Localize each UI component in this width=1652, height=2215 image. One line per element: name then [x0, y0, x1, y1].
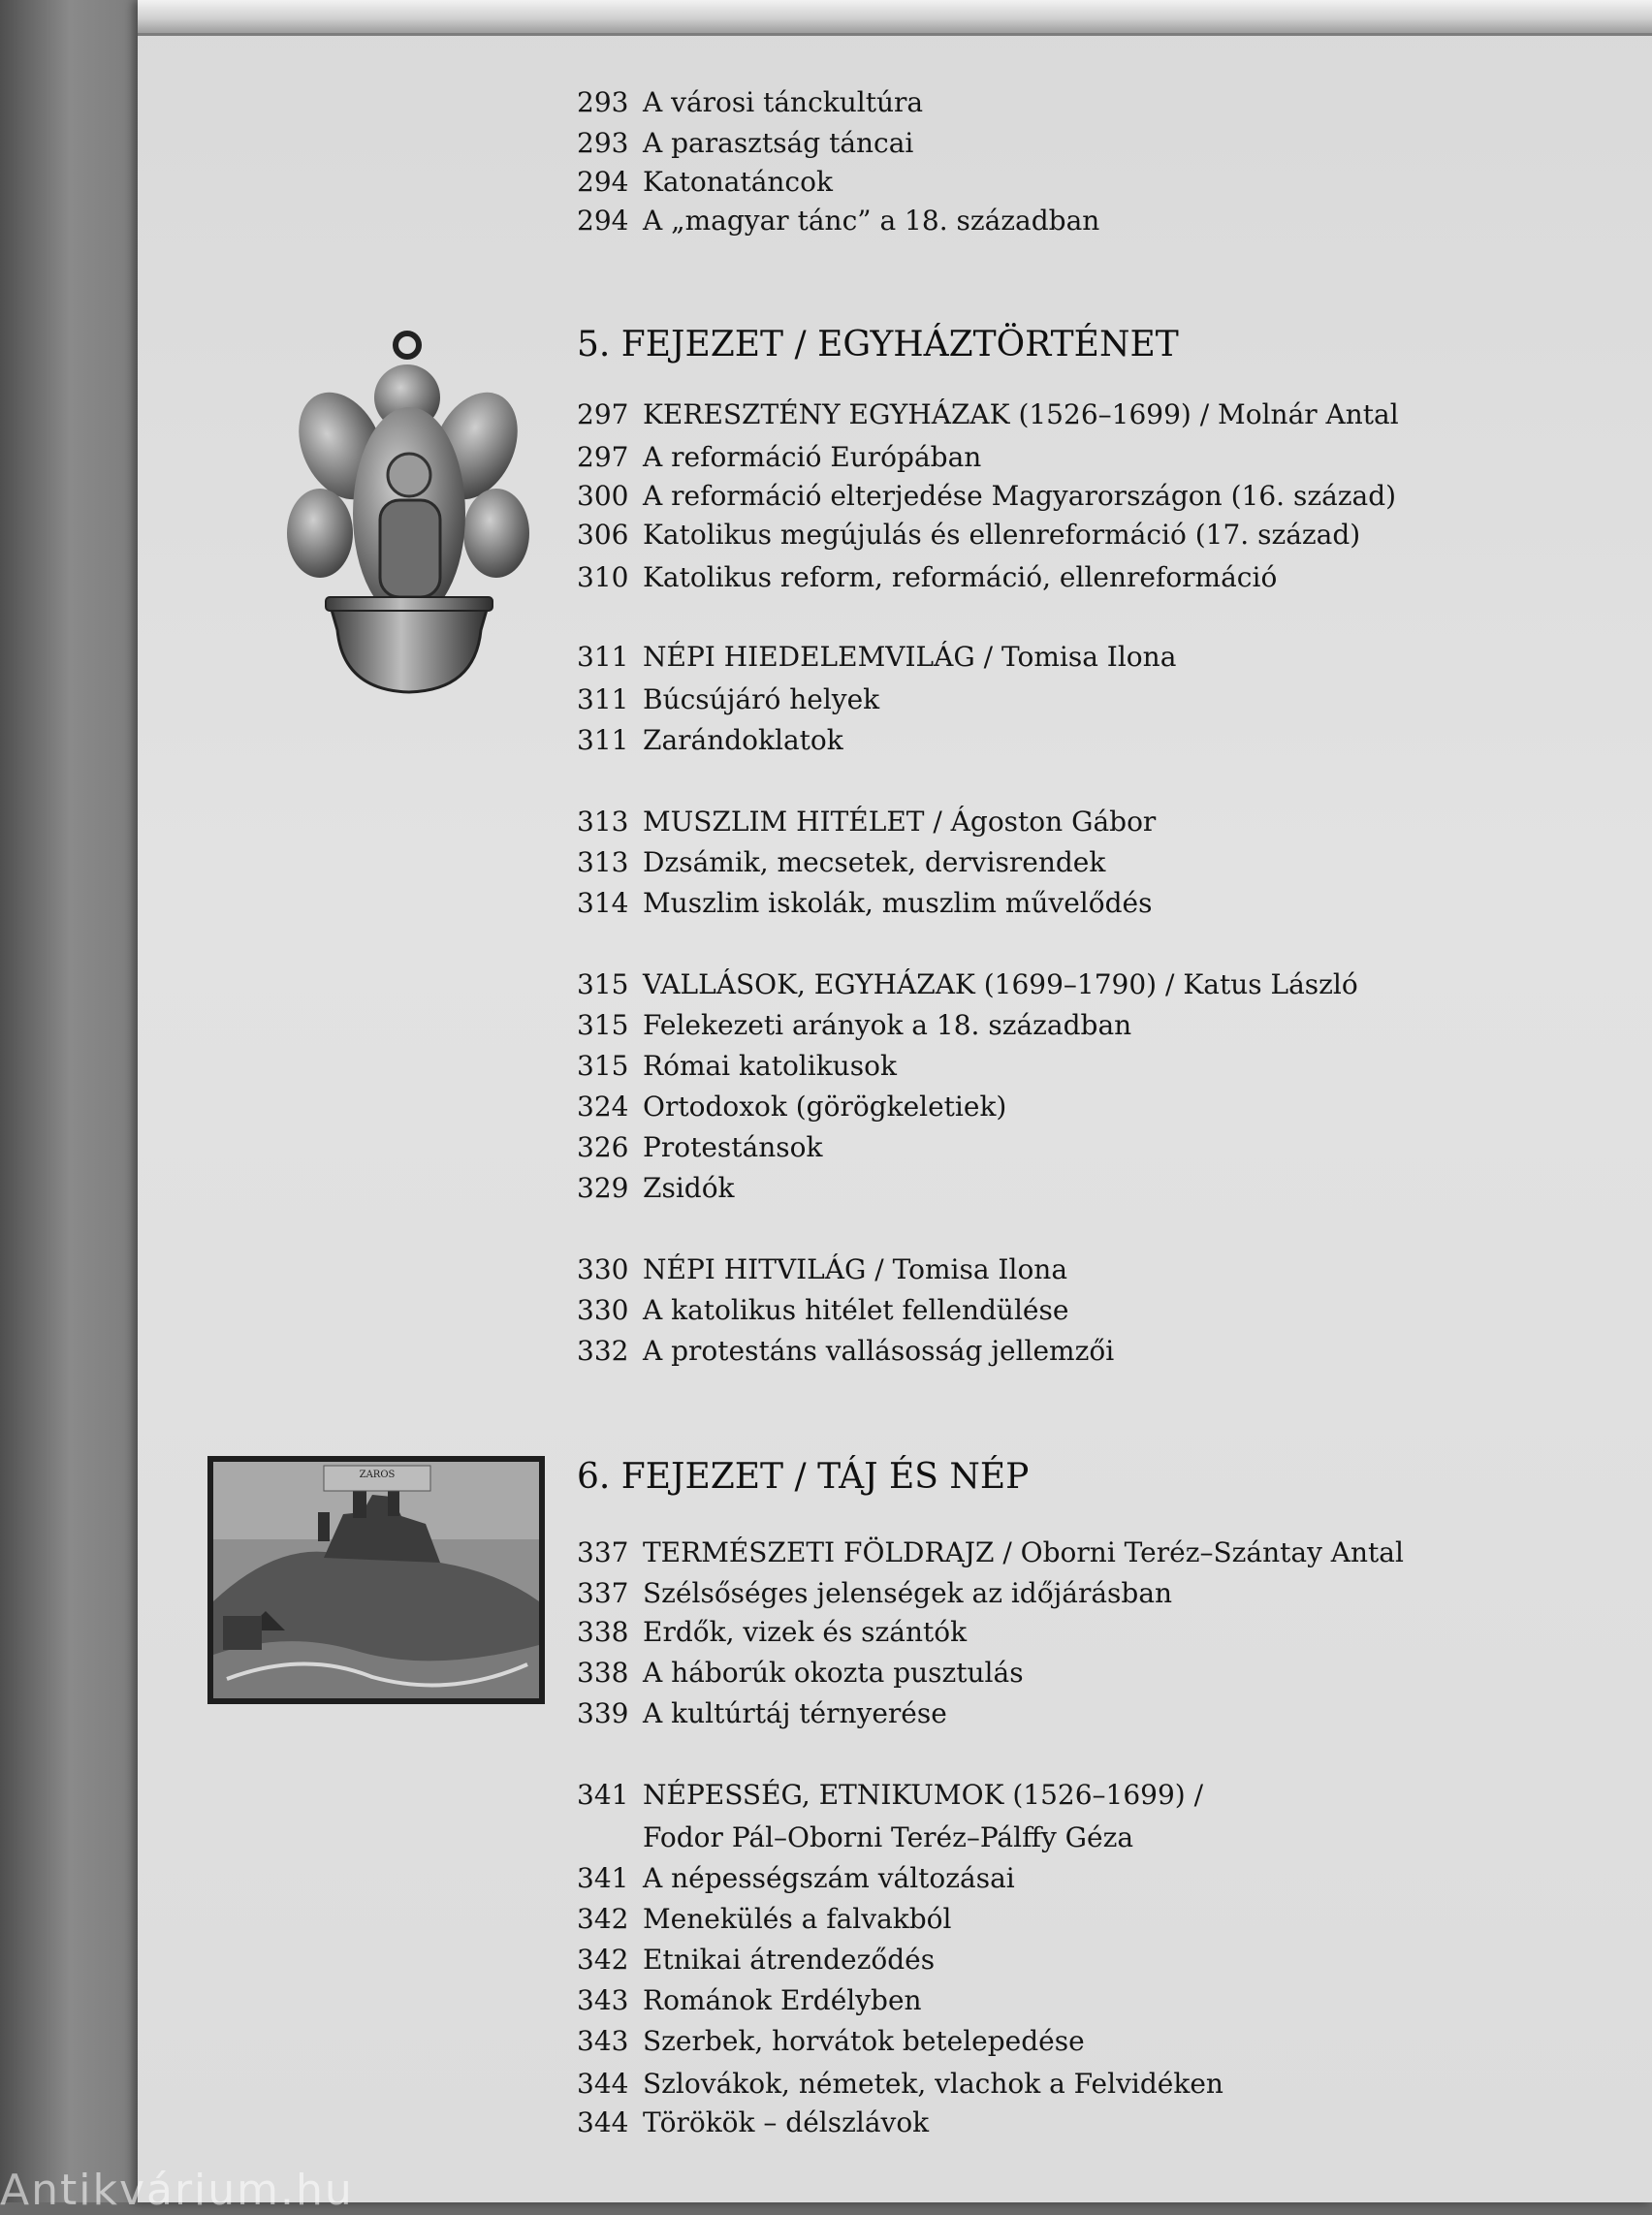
toc-entry: 297 A reformáció Európában	[577, 441, 982, 473]
toc-section-heading: 337 TERMÉSZETI FÖLDRAJZ / Oborni Teréz–Szántay Antal	[577, 1536, 1404, 1568]
toc-entry: 311 Búcsújáró helyek	[577, 683, 880, 715]
zaros-castle-engraving	[207, 1456, 545, 1704]
toc-entry: 343 Románok Erdélyben	[577, 1984, 922, 2016]
toc-section-heading: 330 NÉPI HITVILÁG / Tomisa Ilona	[577, 1253, 1068, 1285]
chapter-title: 6. FEJEZET / TÁJ ÉS NÉP	[577, 1457, 1030, 1497]
toc-entry: 344 Szlovákok, németek, vlachok a Felvidéken	[577, 2068, 1223, 2100]
toc-entry: 294 A „magyar tánc” a 18. században	[577, 205, 1100, 237]
toc-entry: 294 Katonatáncok	[577, 166, 833, 198]
toc-entry: 330 A katolikus hitélet fellendülése	[577, 1294, 1069, 1326]
toc-entry: 300 A reformáció elterjedése Magyarországon (16. század)	[577, 480, 1397, 512]
page-top-band	[138, 0, 1652, 36]
table-backdrop	[0, 0, 155, 2202]
toc-entry: 338 A háborúk okozta pusztulás	[577, 1657, 1024, 1689]
chapter-title: 5. FEJEZET / EGYHÁZTÖRTÉNET	[577, 325, 1179, 364]
toc-entry: 293 A parasztság táncai	[577, 127, 914, 159]
toc-entry: 343 Szerbek, horvátok betelepedése	[577, 2025, 1085, 2057]
toc-entry: 314 Muszlim iskolák, muszlim művelődés	[577, 887, 1153, 919]
toc-entry: 293 A városi tánckultúra	[577, 86, 924, 118]
toc-section-heading: 315 VALLÁSOK, EGYHÁZAK (1699–1790) / Katus László	[577, 968, 1358, 1000]
toc-entry: 313 Dzsámik, mecsetek, dervisrendek	[577, 846, 1106, 878]
toc-section-heading: 341 NÉPESSÉG, ETNIKUMOK (1526–1699) /	[577, 1779, 1204, 1811]
toc-entry: 332 A protestáns vallásosság jellemzői	[577, 1335, 1115, 1367]
toc-section-heading: 297 KERESZTÉNY EGYHÁZAK (1526–1699) / Molnár Antal	[577, 398, 1399, 430]
toc-entry: 341 A népességszám változásai	[577, 1862, 1015, 1894]
toc-section-author: Fodor Pál–Oborni Teréz–Pálffy Géza	[643, 1821, 1134, 1853]
toc-entry: 337 Szélsőséges jelenségek az időjárásban	[577, 1577, 1173, 1609]
toc-entry: 306 Katolikus megújulás és ellenreformáció (17. század)	[577, 519, 1361, 551]
toc-entry: 342 Etnikai átrendeződés	[577, 1944, 936, 1976]
holy-water-font-illustration	[281, 330, 543, 698]
toc-section-heading: 313 MUSZLIM HITÉLET / Ágoston Gábor	[577, 806, 1157, 838]
toc-entry: 344 Törökök – délszlávok	[577, 2106, 930, 2138]
toc-section-heading: 311 NÉPI HIEDELEMVILÁG / Tomisa Ilona	[577, 641, 1177, 673]
toc-entry: 311 Zarándoklatok	[577, 724, 843, 756]
toc-entry: 315 Felekezeti arányok a 18. században	[577, 1009, 1132, 1041]
watermark: Antikvárium.hu	[0, 2166, 354, 2215]
toc-entry: 342 Menekülés a falvakból	[577, 1903, 952, 1935]
toc-entry: 326 Protestánsok	[577, 1131, 823, 1163]
engraving-caption: ZAROS	[359, 1470, 396, 1480]
toc-entry: 324 Ortodoxok (görögkeletiek)	[577, 1091, 1007, 1123]
toc-entry: 310 Katolikus reform, reformáció, ellenreformáció	[577, 561, 1278, 593]
toc-entry: 339 A kultúrtáj térnyerése	[577, 1697, 947, 1729]
toc-entry: 329 Zsidók	[577, 1172, 735, 1204]
toc-entry: 338 Erdők, vizek és szántók	[577, 1616, 968, 1648]
toc-entry: 315 Római katolikusok	[577, 1050, 897, 1082]
